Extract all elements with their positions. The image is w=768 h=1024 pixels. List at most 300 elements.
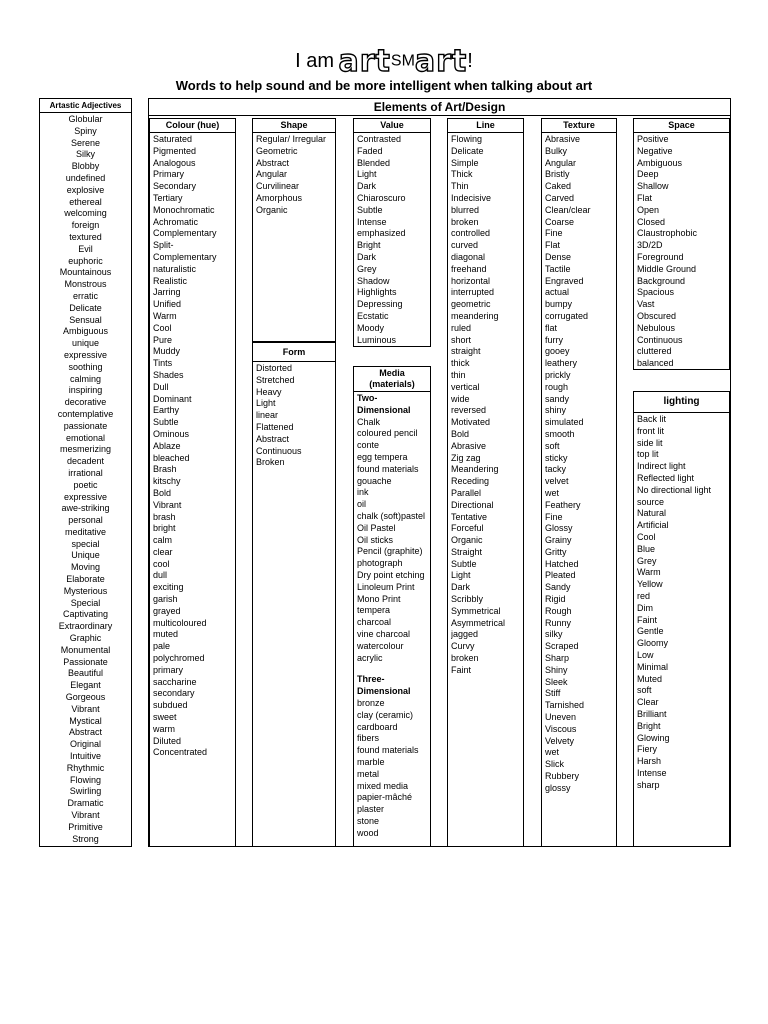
list-item: Reflected light	[637, 472, 695, 483]
list-item: Analogous	[153, 157, 196, 168]
list-item: Mysterious	[63, 585, 108, 596]
list-item: Minimal	[637, 661, 669, 672]
list-item: Flat	[637, 192, 653, 203]
list-item: Moody	[357, 322, 385, 333]
list-item: grayed	[153, 605, 181, 616]
list-item: Cool	[153, 322, 172, 333]
list-item: bronze	[357, 697, 385, 708]
list-item: Feathery	[545, 499, 581, 510]
list-item: contemplative	[57, 408, 114, 419]
form-list	[253, 362, 335, 470]
list-item: Faint	[637, 614, 658, 625]
list-item: side lit	[637, 437, 663, 448]
list-item: Pigmented	[153, 145, 197, 156]
list-item: Curvilinear	[256, 181, 300, 192]
list-item: Grainy	[545, 535, 572, 546]
list-item: Dull	[153, 381, 169, 392]
list-item: Runny	[545, 617, 572, 628]
list-item: Clean/clear	[545, 204, 591, 215]
list-item: gooey	[545, 346, 570, 357]
list-item: Nebulous	[637, 322, 676, 333]
list-item: erratic	[72, 290, 98, 301]
list-item: Split-	[153, 240, 174, 251]
list-item: Sandy	[545, 582, 571, 593]
list-item: Rhythmic	[66, 762, 105, 773]
colour-heading: Colour (hue)	[150, 119, 235, 133]
list-item: diagonal	[451, 251, 486, 262]
list-item: Saturated	[153, 134, 193, 144]
list-item: mixed media	[357, 780, 409, 791]
list-item: Asymmetrical	[451, 617, 506, 628]
list-item: ruled	[451, 322, 472, 333]
list-item: velvet	[545, 476, 569, 487]
list-item: Gentle	[637, 626, 664, 637]
list-item: Rough	[545, 605, 572, 616]
list-item: brash	[153, 511, 176, 522]
list-item: Flat	[545, 240, 561, 251]
list-item: Shallow	[637, 181, 669, 192]
form-box	[252, 342, 336, 847]
title-sm: SM	[390, 52, 415, 70]
list-item: Jarring	[153, 287, 181, 298]
list-item: Moving	[70, 562, 100, 573]
list-item: reversed	[451, 405, 487, 416]
list-item: euphoric	[68, 255, 103, 266]
lighting-heading: lighting	[634, 392, 729, 413]
list-item: silky	[545, 629, 563, 640]
list-item: Extraordinary	[58, 621, 113, 632]
list-item: Glowing	[637, 732, 670, 743]
list-item: vine charcoal	[357, 628, 411, 639]
list-item: Dense	[545, 251, 572, 262]
list-item: Geometric	[256, 145, 298, 156]
list-item: primary	[153, 664, 184, 675]
list-item: Beautiful	[67, 668, 104, 679]
list-item: Ambiguous	[62, 326, 109, 337]
list-item: textured	[69, 231, 102, 242]
list-item: muted	[153, 629, 179, 640]
list-item: smooth	[545, 428, 575, 439]
list-item: Intense	[637, 767, 667, 778]
list-item: Sensual	[69, 314, 102, 325]
list-item: Primitive	[68, 821, 103, 832]
list-item: Light	[451, 570, 471, 581]
list-item: front lit	[637, 425, 665, 436]
list-item: Fine	[545, 511, 563, 522]
value-box	[353, 118, 431, 347]
list-item: Obscured	[637, 310, 677, 321]
list-item: Primary	[153, 169, 184, 180]
list-item: actual	[545, 287, 570, 298]
title-art-2: art	[414, 44, 468, 79]
list-item: unique	[71, 338, 100, 349]
list-item: Foreground	[637, 251, 684, 262]
list-item: Symmetrical	[451, 605, 501, 616]
list-item: Captivating	[62, 609, 109, 620]
list-item: Delicate	[451, 145, 484, 156]
list-item: Grey	[357, 263, 377, 274]
list-item: soft	[545, 440, 560, 451]
list-item: Diluted	[153, 735, 182, 746]
list-item: simulated	[545, 417, 584, 428]
list-item: Blue	[637, 543, 656, 554]
list-item: Subtle	[451, 558, 477, 569]
list-item: horizontal	[451, 275, 491, 286]
list-item: Coarse	[545, 216, 575, 227]
colour-box	[149, 118, 236, 847]
list-item: Warm	[153, 310, 177, 321]
list-item: balanced	[637, 358, 674, 369]
list-item: Abstract	[256, 433, 290, 444]
list-item: Vibrant	[153, 499, 182, 510]
list-item: Silky	[75, 149, 95, 160]
list-item: acrylic	[357, 652, 383, 663]
list-item: conte	[357, 440, 380, 451]
list-item: Complementary	[153, 251, 217, 262]
list-item: special	[71, 538, 100, 549]
list-item: emotional	[65, 432, 106, 443]
list-item: Dark	[451, 582, 471, 593]
list-item: Artificial	[637, 520, 669, 531]
list-item: mesmerizing	[59, 444, 111, 455]
list-item: Zig zag	[451, 452, 481, 463]
list-item: Angular	[545, 157, 577, 168]
list-item: Hatched	[545, 558, 579, 569]
artistic-adjectives-list	[40, 113, 131, 846]
two-dimensional-heading: Two-Dimensional	[357, 393, 411, 415]
list-item: exciting	[153, 582, 184, 593]
list-item: Highlights	[357, 287, 397, 298]
list-item: welcoming	[64, 208, 107, 219]
list-item: Background	[637, 275, 686, 286]
list-item: Fiery	[637, 744, 657, 755]
value-list	[354, 133, 430, 347]
list-item: Distorted	[256, 363, 293, 373]
list-item: Carved	[545, 192, 575, 203]
list-item: Mystical	[69, 715, 102, 726]
list-item: Passionate	[63, 656, 108, 667]
list-item: Muted	[637, 673, 663, 684]
texture-list	[542, 133, 616, 796]
list-item: Straight	[451, 546, 483, 557]
list-item: Indirect light	[637, 461, 686, 472]
list-item: Broken	[256, 457, 285, 468]
list-item: ethereal	[69, 196, 102, 207]
list-item: furry	[545, 334, 563, 345]
list-item: bright	[153, 523, 176, 534]
list-item: secondary	[153, 688, 195, 699]
list-item: Glossy	[545, 523, 573, 534]
list-item: Receding	[451, 476, 490, 487]
list-item: corrugated	[545, 310, 589, 321]
list-item: cluttered	[637, 346, 672, 357]
list-item: Motivated	[451, 417, 491, 428]
list-item: Open	[637, 204, 660, 215]
list-item: Original	[69, 739, 101, 750]
list-item: Organic	[451, 535, 483, 546]
list-item: Angular	[256, 169, 288, 180]
list-item: Amorphous	[256, 192, 303, 203]
list-item: Blended	[357, 157, 391, 168]
list-item: Uneven	[545, 712, 577, 723]
list-item: irrational	[68, 467, 103, 478]
list-item: Serene	[70, 137, 101, 148]
shape-box	[252, 118, 336, 342]
list-item: ink	[357, 487, 369, 498]
list-item: Dry point etching	[357, 569, 425, 580]
list-item: cardboard	[357, 721, 398, 732]
list-item: Low	[637, 649, 654, 660]
list-item: Dark	[357, 251, 377, 262]
list-item: source	[637, 496, 665, 507]
list-item: saccharine	[153, 676, 197, 687]
list-item: Light	[256, 398, 276, 409]
two-dimensional-list	[357, 417, 427, 665]
list-item: Graphic	[69, 633, 102, 644]
list-item: Claustrophobic	[637, 228, 698, 239]
list-item: Natural	[637, 508, 667, 519]
list-item: found materials	[357, 463, 419, 474]
list-item: Curvy	[451, 641, 475, 652]
list-item: polychromed	[153, 653, 205, 664]
list-item: Scribbly	[451, 594, 484, 605]
list-item: Oil sticks	[357, 534, 393, 545]
list-item: tacky	[545, 464, 567, 475]
list-item: Abstract	[256, 157, 290, 168]
list-item: clay (ceramic)	[357, 709, 414, 720]
value-heading: Value	[354, 119, 430, 133]
list-item: Viscous	[545, 723, 577, 734]
list-item: Complementary	[153, 228, 217, 239]
list-item: curved	[451, 240, 479, 251]
list-item: Tentative	[451, 511, 488, 522]
list-item: Delicate	[69, 302, 102, 313]
list-item: Mono Print	[357, 593, 401, 604]
list-item: Thin	[451, 181, 469, 192]
list-item: wood	[357, 827, 379, 838]
line-list	[448, 133, 523, 678]
list-item: glossy	[545, 782, 571, 793]
list-item: linear	[256, 410, 279, 421]
list-item: Elegant	[70, 680, 101, 691]
list-item: naturalistic	[153, 263, 197, 274]
list-item: Negative	[637, 145, 673, 156]
list-item: Brilliant	[637, 708, 667, 719]
list-item: Intense	[357, 216, 387, 227]
list-item: garish	[153, 594, 178, 605]
list-item: Bristly	[545, 169, 570, 180]
list-item: Intuitive	[69, 751, 102, 762]
list-item: Bold	[153, 487, 172, 498]
list-item: personal	[68, 515, 103, 526]
list-item: inspiring	[68, 385, 103, 396]
list-item: Realistic	[153, 275, 188, 286]
list-item: Bulky	[545, 145, 568, 156]
media-heading-line2: (materials)	[369, 379, 415, 389]
list-item: Velvety	[545, 735, 575, 746]
list-item: thin	[451, 369, 466, 380]
list-item: Shiny	[545, 664, 568, 675]
list-item: Ominous	[153, 428, 190, 439]
list-item: chalk (soft)pastel	[357, 510, 426, 521]
media-box	[353, 366, 431, 847]
list-item: cool	[153, 558, 170, 569]
list-item: Monumental	[60, 644, 111, 655]
list-item: Brash	[153, 464, 177, 475]
list-item: prickly	[545, 369, 571, 380]
list-item: Engraved	[545, 275, 584, 286]
list-item: top lit	[637, 449, 659, 460]
space-heading: Space	[634, 119, 729, 133]
list-item: papier-mâché	[357, 792, 413, 803]
list-item: kitschy	[153, 476, 181, 487]
list-item: Ecstatic	[357, 310, 389, 321]
list-item: clear	[153, 546, 173, 557]
list-item: Swirling	[69, 786, 102, 797]
list-item: calming	[69, 373, 101, 384]
list-item: Globular	[68, 114, 103, 124]
list-item: Flowing	[451, 134, 483, 144]
list-item: expressive	[63, 349, 108, 360]
list-item: Stiff	[545, 688, 561, 699]
list-item: Clear	[637, 697, 659, 708]
list-item: Concentrated	[153, 747, 208, 758]
list-item: watercolour	[357, 640, 404, 651]
list-item: Forceful	[451, 523, 484, 534]
line-box	[447, 118, 524, 847]
list-item: Regular/ Irregular	[256, 134, 327, 144]
list-item: Monstrous	[64, 279, 107, 290]
list-item: Strong	[72, 833, 99, 844]
list-item: meandering	[451, 310, 499, 321]
shape-list	[253, 133, 335, 218]
list-item: broken	[451, 653, 479, 664]
list-item: short	[451, 334, 472, 345]
list-item: oil	[357, 499, 367, 510]
list-item: Faded	[357, 145, 383, 156]
list-item: Continuous	[256, 445, 302, 456]
list-item: Fine	[545, 228, 563, 239]
list-item: Abrasive	[545, 134, 581, 144]
list-item: Gorgeous	[65, 692, 106, 703]
lighting-box	[633, 391, 730, 847]
list-item: Pencil (graphite)	[357, 546, 423, 557]
list-item: Tints	[153, 358, 173, 369]
list-item: No directional light	[637, 484, 712, 495]
list-item: Special	[70, 597, 101, 608]
list-item: soft	[637, 685, 652, 696]
list-item: leathery	[545, 358, 578, 369]
list-item: Cool	[637, 531, 656, 542]
list-item: Dramatic	[67, 798, 104, 809]
three-dimensional-heading-line2: Dimensional	[357, 686, 411, 697]
list-item: Secondary	[153, 181, 197, 192]
list-item: explosive	[66, 184, 105, 195]
list-item: meditative	[64, 526, 107, 537]
list-item: egg tempera	[357, 451, 408, 462]
list-item: Thick	[451, 169, 473, 180]
list-item: Subtle	[153, 417, 179, 428]
list-item: Pure	[153, 334, 173, 345]
list-item: Meandering	[451, 464, 499, 475]
list-item: Evil	[78, 243, 93, 254]
list-item: Muddy	[153, 346, 181, 357]
three-dimensional-list	[357, 698, 427, 840]
list-item: controlled	[451, 228, 491, 239]
elements-header: Elements of Art/Design	[148, 98, 731, 116]
space-list	[634, 133, 729, 371]
list-item: Earthy	[153, 405, 180, 416]
list-item: Vibrant	[71, 703, 100, 714]
list-item: Dim	[637, 602, 653, 613]
title-art: art	[338, 44, 391, 79]
list-item: Tarnished	[545, 700, 585, 711]
list-item: Heavy	[256, 386, 282, 397]
list-item: Continuous	[637, 334, 683, 345]
list-item: Ambiguous	[637, 157, 683, 168]
artistic-adjectives-heading: Artastic Adjectives	[40, 99, 131, 113]
list-item: sweet	[153, 712, 177, 723]
list-item: wet	[545, 487, 560, 498]
list-item: Flattened	[256, 421, 294, 432]
list-item: Indecisive	[451, 192, 492, 203]
list-item: sandy	[545, 393, 570, 404]
space-box	[633, 118, 730, 370]
list-item: Warm	[637, 567, 661, 578]
media-list	[354, 392, 430, 840]
list-item: decorative	[64, 397, 107, 408]
list-item: Bright	[357, 240, 381, 251]
texture-heading: Texture	[542, 119, 616, 133]
list-item: passionate	[63, 420, 108, 431]
list-item: Faint	[451, 664, 472, 675]
list-item: wide	[451, 393, 470, 404]
texture-box	[541, 118, 617, 847]
list-item: Depressing	[357, 299, 403, 310]
list-item: Gritty	[545, 546, 567, 557]
list-item: Bold	[451, 428, 470, 439]
list-item: sticky	[545, 452, 568, 463]
title-suffix: !	[467, 50, 473, 72]
list-item: Subtle	[357, 204, 383, 215]
list-item: soothing	[68, 361, 103, 372]
list-item: Pleated	[545, 570, 576, 581]
list-item: blurred	[451, 204, 480, 215]
list-item: straight	[451, 346, 481, 357]
list-item: Blobby	[71, 161, 100, 172]
list-item: Spiny	[74, 125, 97, 136]
line-heading: Line	[448, 119, 523, 133]
list-item: decadent	[66, 456, 105, 467]
list-item: sharp	[637, 779, 660, 790]
list-item: multicoloured	[153, 617, 207, 628]
list-item: Contrasted	[357, 134, 402, 144]
list-item: Chalk	[357, 416, 381, 427]
list-item: coloured pencil	[357, 428, 418, 439]
list-item: Organic	[256, 204, 288, 215]
list-item: pale	[153, 641, 171, 652]
list-item: jagged	[451, 629, 479, 640]
list-item: interrupted	[451, 287, 495, 298]
list-item: Achromatic	[153, 216, 199, 227]
list-item: calm	[153, 535, 173, 546]
list-item: metal	[357, 768, 380, 779]
list-item: flat	[545, 322, 558, 333]
list-item: Directional	[451, 499, 494, 510]
list-item: photograph	[357, 558, 403, 569]
list-item: Oil Pastel	[357, 522, 396, 533]
list-item: poetic	[73, 479, 98, 490]
